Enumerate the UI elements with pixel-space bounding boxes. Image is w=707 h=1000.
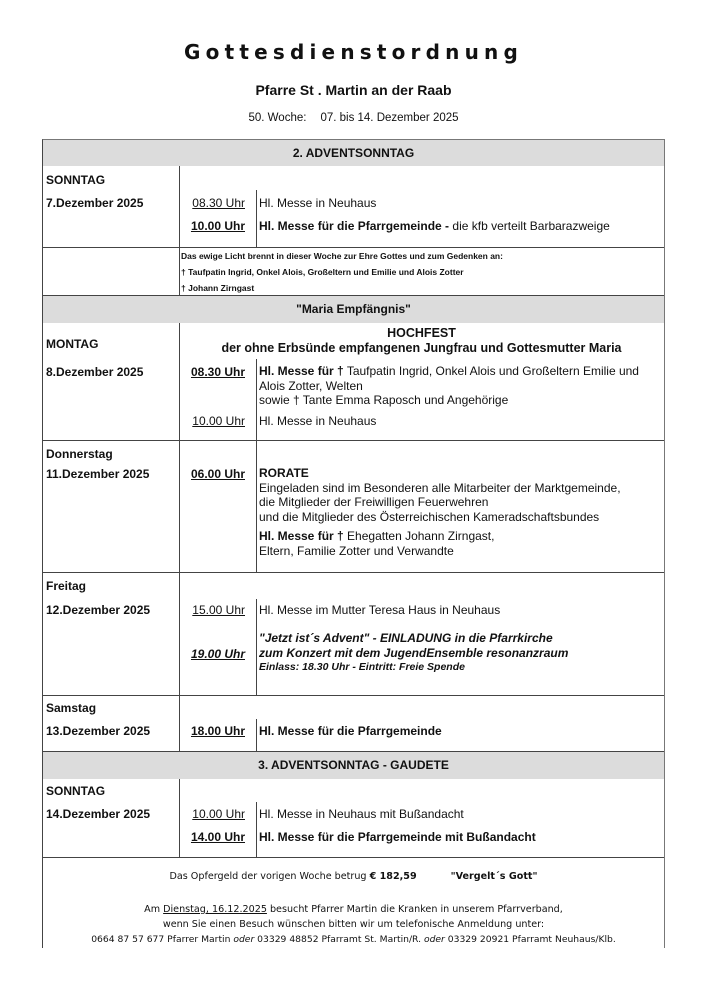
event-text: Hl. Messe für die Pfarrgemeinde - die kfb verteilt Barbarazweige	[259, 219, 610, 233]
offering-line: Das Opfergeld der vorigen Woche betrug € 182,59 "Vergelt´s Gott"	[169, 871, 538, 882]
day-name: Samstag	[46, 701, 97, 715]
event-text: Hl. Messe in Neuhaus	[259, 414, 377, 428]
event-time: 06.00 Uhr	[190, 467, 245, 481]
offering-amount: € 182,59	[369, 871, 417, 882]
visit-date: Dienstag, 16.12.2025	[163, 904, 267, 915]
event-text: "Jetzt ist´s Advent" - EINLADUNG in die Pfarrkirche zum Konzert mit dem JugendEnsemble resonanzraum Einlass: 18.30 Uhr - Eintritt: Freie Spende	[259, 631, 569, 673]
day-name: Freitag	[46, 579, 87, 593]
event-time: 10.00 Uhr	[192, 807, 245, 821]
day-date: 8.Dezember 2025	[46, 365, 144, 379]
event-time: 15.00 Uhr	[192, 603, 245, 617]
day-name: SONNTAG	[46, 173, 106, 187]
event-time: 18.00 Uhr	[190, 724, 245, 738]
event-text: Hl. Messe im Mutter Teresa Haus in Neuhaus	[259, 603, 501, 617]
phone-line: 0664 87 57 677 Pfarrer Martin oder 03329 48852 Pfarramt St. Martin/R. oder 03329 20921 Pfarramt Neuhaus/Klb.	[91, 934, 616, 945]
day-date: 7.Dezember 2025	[46, 196, 144, 210]
event-text: RORATE Eingeladen sind im Besonderen alle Mitarbeiter der Marktgemeinde, die Mitglieder der Freiwilligen Feuerwehren und die Mitglieder des Österreichischen Kameradschaftsbundes Hl. Messe für † Ehegatten Johann Zirngast, Eltern, Familie Zotter und Verwandte	[259, 466, 621, 558]
section-header-maria: "Maria Empfängnis"	[43, 296, 664, 323]
day-date: 11.Dezember 2025	[46, 467, 150, 481]
day-row-friday-12	[43, 573, 664, 696]
day-row-thursday-11	[43, 441, 664, 573]
eternal-light-line: † Taufpatin Ingrid, Onkel Alois, Großeltern und Emilie und Alois Zotter	[181, 267, 464, 277]
page-title: Gottesdienstordnung	[184, 40, 523, 64]
day-name: SONNTAG	[46, 784, 106, 798]
event-time: 19.00 Uhr	[190, 647, 245, 661]
day-name: MONTAG	[46, 337, 99, 351]
week-label: 50. Woche:	[248, 112, 307, 124]
event-time: 14.00 Uhr	[190, 830, 245, 844]
section-header-advent3: 3. ADVENTSONNTAG - GAUDETE	[43, 752, 664, 779]
day-row-sunday-7	[43, 166, 664, 248]
event-time: 08.30 Uhr	[190, 365, 245, 379]
week-range: 07. bis 14. Dezember 2025	[320, 112, 459, 124]
day-row-saturday-13	[43, 696, 664, 752]
footer-notes	[43, 858, 664, 948]
schedule-table	[42, 139, 665, 948]
eternal-light-row	[43, 248, 664, 296]
day-row-monday-8	[43, 323, 664, 441]
day-row-sunday-14	[43, 779, 664, 858]
event-time: 10.00 Uhr	[190, 219, 245, 233]
week-info	[0, 112, 707, 124]
feast-title: HOCHFEST	[387, 326, 456, 340]
day-date: 12.Dezember 2025	[46, 603, 151, 617]
event-text: Hl. Messe für † Taufpatin Ingrid, Onkel Alois und Großeltern Emilie und Alois Zotter, Welten sowie † Tante Emma Raposch und Angehörige	[259, 364, 639, 407]
section-header-advent2: 2. ADVENTSONNTAG	[43, 140, 664, 166]
event-text: Hl. Messe für die Pfarrgemeinde mit Bußandacht	[259, 830, 536, 844]
event-time: 08.30 Uhr	[192, 196, 245, 210]
event-time: 10.00 Uhr	[192, 414, 245, 428]
event-text: Hl. Messe in Neuhaus	[259, 196, 377, 210]
day-date: 14.Dezember 2025	[46, 807, 151, 821]
visit-line: Am Dienstag, 16.12.2025 besucht Pfarrer Martin die Kranken in unserem Pfarrverband,	[144, 904, 563, 915]
day-name: Donnerstag	[46, 447, 113, 461]
feast-subtitle: der ohne Erbsünde empfangenen Jungfrau und Gottesmutter Maria	[221, 341, 622, 355]
event-text: Hl. Messe für die Pfarrgemeinde	[259, 724, 442, 738]
eternal-light-intro: Das ewige Licht brennt in dieser Woche zur Ehre Gottes und zum Gedenken an:	[181, 251, 503, 261]
parish-name: Pfarre St . Martin an der Raab	[255, 82, 452, 98]
event-text: Hl. Messe in Neuhaus mit Bußandacht	[259, 807, 464, 821]
eternal-light-line: † Johann Zirngast	[181, 283, 255, 293]
visit-line-2: wenn Sie einen Besuch wünschen bitten wir um telefonische Anmeldung unter:	[162, 919, 545, 930]
thanks-text: "Vergelt´s Gott"	[450, 871, 538, 882]
day-date: 13.Dezember 2025	[46, 724, 151, 738]
